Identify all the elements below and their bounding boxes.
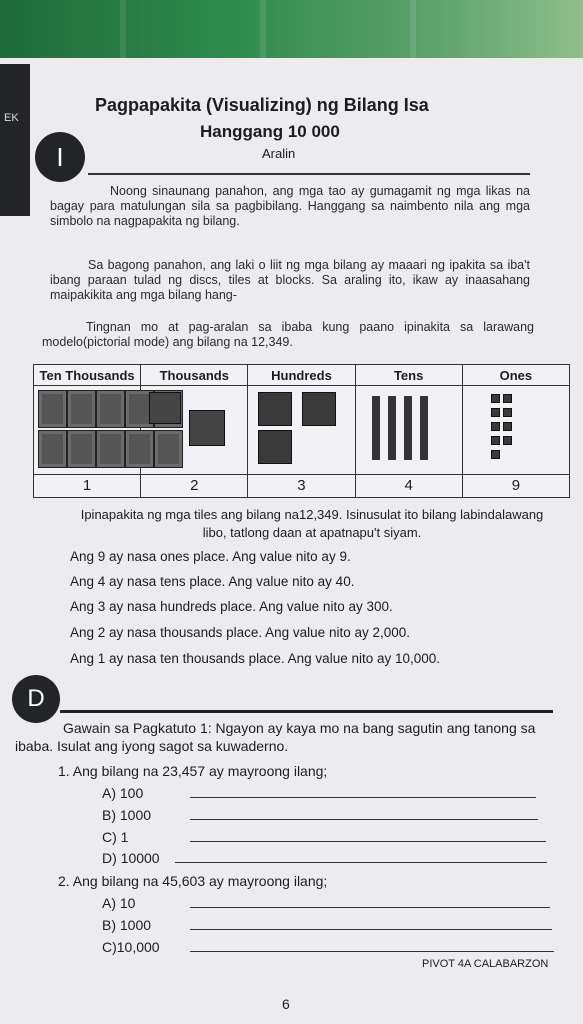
digit-hundreds: 3 — [248, 474, 355, 497]
q2-answer-line-a[interactable] — [190, 907, 550, 908]
header-divider — [88, 173, 530, 175]
q1-answer-line-a[interactable] — [190, 797, 536, 798]
page-subtitle: Hanggang 10 000 — [200, 122, 340, 141]
q1-answer-line-d[interactable] — [175, 862, 547, 863]
lesson-label: Aralin — [262, 146, 296, 161]
header-hundreds: Hundreds — [248, 365, 355, 386]
block-ten-thousand — [38, 390, 67, 428]
header-tens: Tens — [355, 365, 462, 386]
ones-units — [462, 386, 569, 474]
one-unit — [503, 436, 512, 445]
one-unit — [491, 450, 500, 459]
section-badge-i: I — [35, 132, 85, 182]
statement-ones: Ang 9 ay nasa ones place. Ang value nito ay 9. — [70, 549, 351, 564]
q1-option-d: D) 10000 — [102, 850, 160, 866]
page-number: 6 — [282, 996, 290, 1012]
one-unit — [491, 422, 500, 431]
statement-ten-thousands: Ang 1 ay nasa ten thousands place. Ang value nito ay 10,000. — [70, 651, 441, 666]
place-value-table — [33, 364, 570, 498]
hundreds-flats — [248, 386, 355, 474]
ten-rod — [420, 396, 428, 460]
section-badge-d: D — [12, 675, 60, 723]
q2-answer-line-c[interactable] — [190, 951, 554, 952]
block-ten-thousand — [67, 430, 96, 468]
block-ten-thousand — [67, 390, 96, 428]
q1-answer-line-b[interactable] — [190, 819, 538, 820]
statement-thousands: Ang 2 ay nasa thousands place. Ang value nito ay 2,000. — [70, 625, 410, 640]
q1-option-b: B) 1000 — [102, 807, 152, 823]
one-unit — [503, 408, 512, 417]
q1-answer-line-c[interactable] — [190, 841, 546, 842]
one-unit — [491, 436, 500, 445]
one-unit — [491, 408, 500, 417]
one-unit — [491, 394, 500, 403]
hundred-flat — [258, 392, 292, 426]
header-ones: Ones — [462, 365, 569, 386]
ten-rod — [388, 396, 396, 460]
q1-option-a: A) 100 — [102, 785, 144, 801]
block-ten-thousand — [38, 430, 67, 468]
block-ten-thousand — [96, 430, 125, 468]
q2-option-a: A) 10 — [102, 895, 136, 911]
tens-rods — [355, 386, 462, 474]
digit-tens: 4 — [355, 474, 462, 497]
header-ten-thousands: Ten Thousands — [34, 365, 141, 386]
intro-paragraph-2: Sa bagong panahon, ang laki o liit ng mga bilang ay maaari ng ipakita sa iba't ibang paraan tulad ng discs, tiles at blocks. Sa araling ito, ikaw ay inaasahang maipakikita ang mga bilang hang- — [50, 258, 530, 302]
page-title: Pagpapakita (Visualizing) ng Bilang Isa — [95, 95, 429, 115]
digit-ten-thousands: 1 — [34, 474, 141, 497]
q2-answer-line-b[interactable] — [190, 929, 552, 930]
q1-option-c: C) 1 — [102, 829, 129, 845]
question-1: 1. Ang bilang na 23,457 ay mayroong ilang; — [58, 763, 328, 779]
hundred-flat — [258, 430, 292, 464]
digit-thousands: 2 — [141, 474, 248, 497]
hundred-flat — [302, 392, 336, 426]
section-d-divider — [60, 710, 553, 713]
statement-tens: Ang 4 ay nasa tens place. Ang value nito ay 40. — [70, 574, 355, 589]
q2-option-b: B) 1000 — [102, 917, 152, 933]
table-caption: Ipinapakita ng mga tiles ang bilang na12,349. Isinusulat ito bilang labindalawang libo, tatlong daan at apatnapu't siyam. — [80, 507, 544, 540]
ten-rod — [372, 396, 380, 460]
task-instructions: Gawain sa Pagkatuto 1: Ngayon ay kaya mo na bang sagutin ang tanong sa ibaba. Isulat ang iyong sagot sa kuwaderno. — [15, 720, 536, 754]
digit-ones: 9 — [462, 474, 569, 497]
intro-paragraph-3: Tingnan mo at pag-aralan sa ibaba kung paano ipinakita sa larawang modelo(pictorial mode) ang bilang na 12,349. — [42, 320, 534, 349]
header-thousands: Thousands — [141, 365, 248, 386]
thousand-cube — [149, 392, 181, 424]
statement-hundreds: Ang 3 ay nasa hundreds place. Ang value nito ay 300. — [70, 599, 393, 614]
thousands-cubes — [141, 386, 248, 474]
block-ten-thousand — [96, 390, 125, 428]
question-2: 2. Ang bilang na 45,603 ay mayroong ilang; — [58, 873, 328, 889]
ten-thousands-blocks — [34, 386, 141, 474]
side-tab-label: EK — [4, 112, 19, 124]
q2-option-c: C)10,000 — [102, 939, 160, 955]
one-unit — [503, 422, 512, 431]
ten-rod — [404, 396, 412, 460]
thousand-cube — [189, 410, 225, 446]
one-unit — [503, 394, 512, 403]
intro-paragraph-1: Noong sinaunang panahon, ang mga tao ay gumagamit ng mga likas na bagay para matulungan sila sa pagbibilang. Hanggang sa naimbento nila ang mga simbolo na nagpapakita ng bilang. — [50, 184, 530, 228]
side-tab — [0, 64, 30, 216]
footer-label: PIVOT 4A CALABARZON — [422, 958, 549, 970]
